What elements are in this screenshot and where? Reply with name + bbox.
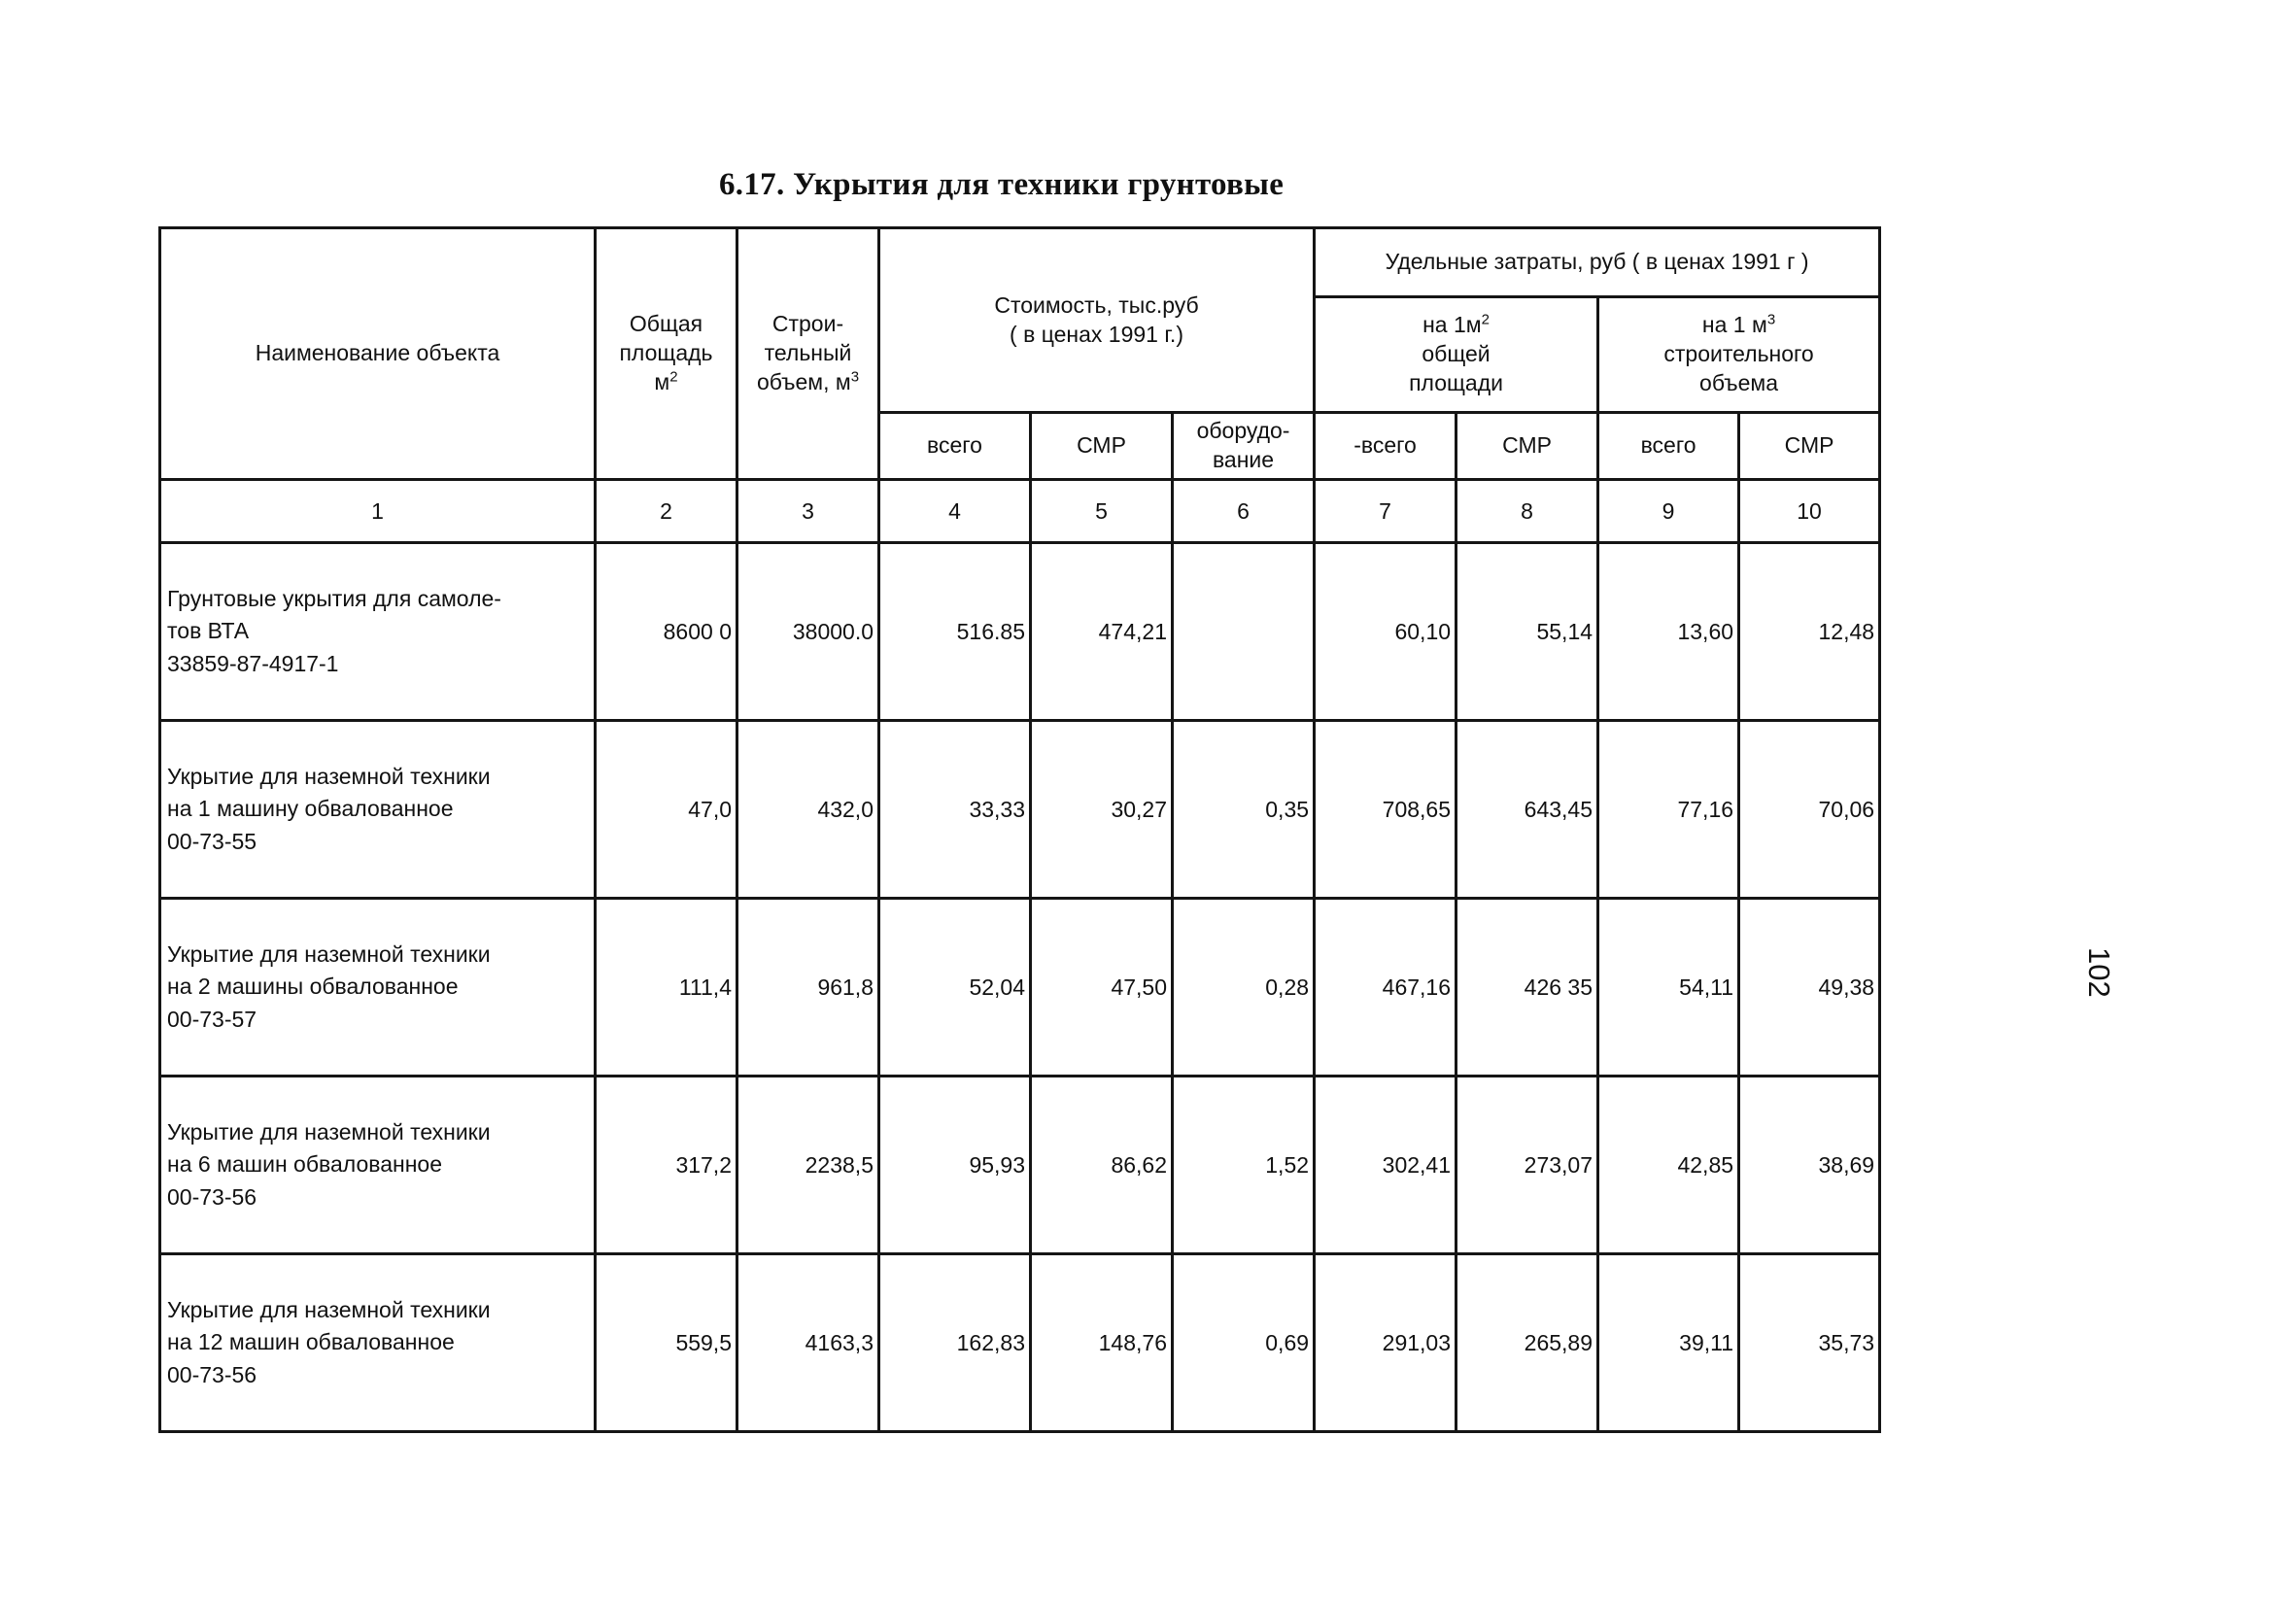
object-name-line: на 6 машин обвалованное (167, 1151, 442, 1178)
cost-equipment-cell: 0,28 (1173, 899, 1315, 1077)
header-cost-smr: СМР (1031, 413, 1173, 480)
object-name-line: 00-73-56 (167, 1183, 257, 1210)
m2-smr-cell: 273,07 (1456, 1077, 1598, 1254)
object-name-cell (160, 899, 596, 1077)
object-name-line: Укрытие для наземной техники (167, 763, 491, 789)
cost-smr-cell: 30,27 (1031, 721, 1173, 899)
page-title: 6.17. Укрытия для техники грунтовые (719, 167, 1285, 202)
m2-total-cell: 302,41 (1315, 1077, 1456, 1254)
header-area-unit: м (654, 368, 670, 394)
header-cost (879, 228, 1315, 413)
m2-smr-cell: 265,89 (1456, 1254, 1598, 1432)
m3-smr-cell: 49,38 (1739, 899, 1880, 1077)
cost-equipment-cell (1173, 543, 1315, 721)
header-area-unit-sup: 2 (669, 368, 678, 386)
header-volume-unit-sup: 3 (850, 368, 860, 386)
object-name-line: Укрытие для наземной техники (167, 1296, 491, 1322)
object-name-line: 00-73-56 (167, 1361, 257, 1387)
object-name-cell (160, 1254, 596, 1432)
building-volume-cell: 4163,3 (737, 1254, 879, 1432)
column-number: 4 (879, 480, 1031, 543)
m2-smr-cell: 643,45 (1456, 721, 1598, 899)
header-m2-smr: СМР (1456, 413, 1598, 480)
building-volume-cell: 38000.0 (737, 543, 879, 721)
object-name-line: на 1 машину обвалованное (167, 796, 454, 822)
column-number: 9 (1598, 480, 1739, 543)
building-volume-cell: 2238,5 (737, 1077, 879, 1254)
header-object-name: Наименование объекта (160, 228, 596, 480)
m3-total-cell: 39,11 (1598, 1254, 1739, 1432)
m3-total-cell: 77,16 (1598, 721, 1739, 899)
table-row (160, 1077, 1880, 1254)
column-number: 10 (1739, 480, 1880, 543)
table-body (160, 480, 1880, 1432)
m3-smr-cell: 38,69 (1739, 1077, 1880, 1254)
total-area-cell: 8600 0 (596, 543, 737, 721)
object-name-line: Грунтовые укрытия для самоле- (167, 585, 501, 611)
header-area-line2: площадь (619, 340, 713, 366)
m2-smr-cell: 55,14 (1456, 543, 1598, 721)
m3-total-cell: 13,60 (1598, 543, 1739, 721)
header-m3-smr: СМР (1739, 413, 1880, 480)
object-name-cell (160, 721, 596, 899)
object-name-cell (160, 543, 596, 721)
header-per-m2-line3: площади (1409, 369, 1503, 395)
object-name-line: Укрытие для наземной техники (167, 1118, 491, 1145)
column-number: 1 (160, 480, 596, 543)
column-number: 7 (1315, 480, 1456, 543)
cost-smr-cell: 47,50 (1031, 899, 1173, 1077)
header-per-m3 (1598, 297, 1880, 413)
header-cost-total: всего (879, 413, 1031, 480)
table-row (160, 721, 1880, 899)
column-number-row (160, 480, 1880, 543)
cost-total-cell: 52,04 (879, 899, 1031, 1077)
header-volume-line3: объем, м (756, 368, 851, 394)
m2-total-cell: 60,10 (1315, 543, 1456, 721)
m3-smr-cell: 12,48 (1739, 543, 1880, 721)
column-number: 8 (1456, 480, 1598, 543)
object-name-line: Укрытие для наземной техники (167, 940, 491, 967)
header-specific-costs: Удельные затраты, руб ( в ценах 1991 г ) (1315, 228, 1880, 297)
cost-total-cell: 95,93 (879, 1077, 1031, 1254)
header-per-m2 (1315, 297, 1598, 413)
header-cost-line2: ( в ценах 1991 г.) (1010, 321, 1183, 347)
table-row (160, 899, 1880, 1077)
column-number: 2 (596, 480, 737, 543)
table-row (160, 1254, 1880, 1432)
cost-equipment-cell: 0,69 (1173, 1254, 1315, 1432)
header-cost-line1: Стоимость, тыс.руб (994, 291, 1199, 318)
building-volume-cell: 432,0 (737, 721, 879, 899)
m2-total-cell: 467,16 (1315, 899, 1456, 1077)
header-volume-line2: тельный (764, 340, 852, 366)
cost-table (158, 226, 1881, 1433)
page-number: 102 (2082, 947, 2116, 998)
header-building-volume (737, 228, 879, 480)
object-name-line: 00-73-57 (167, 1006, 257, 1032)
header-m2-total: -всего (1315, 413, 1456, 480)
column-number: 3 (737, 480, 879, 543)
object-name-line: 00-73-55 (167, 828, 257, 854)
header-per-m3-line1: на 1 м (1701, 312, 1767, 338)
cost-smr-cell: 148,76 (1031, 1254, 1173, 1432)
header-per-m2-line1: на 1м (1422, 312, 1482, 338)
total-area-cell: 559,5 (596, 1254, 737, 1432)
header-per-m3-line3: объема (1699, 369, 1779, 395)
cost-smr-cell: 86,62 (1031, 1077, 1173, 1254)
m3-smr-cell: 70,06 (1739, 721, 1880, 899)
building-volume-cell: 961,8 (737, 899, 879, 1077)
header-volume-line1: Строи- (771, 311, 844, 337)
header-m3-total: всего (1598, 413, 1739, 480)
header-per-m2-line2: общей (1422, 341, 1491, 367)
object-name-line: 33859-87-4917-1 (167, 650, 339, 676)
cost-smr-cell: 474,21 (1031, 543, 1173, 721)
header-area-line1: Общая (629, 311, 703, 337)
m3-total-cell: 54,11 (1598, 899, 1739, 1077)
total-area-cell: 317,2 (596, 1077, 737, 1254)
object-name-line: на 2 машины обвалованное (167, 974, 459, 1000)
m2-total-cell: 708,65 (1315, 721, 1456, 899)
header-per-m2-sup: 2 (1481, 311, 1490, 328)
header-cost-equipment: оборудо-вание (1173, 413, 1315, 480)
total-area-cell: 47,0 (596, 721, 737, 899)
cost-total-cell: 516.85 (879, 543, 1031, 721)
cost-total-cell: 162,83 (879, 1254, 1031, 1432)
object-name-line: на 12 машин обвалованное (167, 1329, 455, 1355)
cost-equipment-cell: 0,35 (1173, 721, 1315, 899)
header-total-area (596, 228, 737, 480)
cost-equipment-cell: 1,52 (1173, 1077, 1315, 1254)
cost-total-cell: 33,33 (879, 721, 1031, 899)
total-area-cell: 111,4 (596, 899, 737, 1077)
column-number: 5 (1031, 480, 1173, 543)
m3-total-cell: 42,85 (1598, 1077, 1739, 1254)
header-per-m3-sup: 3 (1766, 311, 1776, 328)
column-number: 6 (1173, 480, 1315, 543)
table-row (160, 543, 1880, 721)
m2-smr-cell: 426 35 (1456, 899, 1598, 1077)
object-name-line: тов ВТА (167, 618, 250, 644)
header-per-m3-line2: строительного (1663, 341, 1814, 367)
m3-smr-cell: 35,73 (1739, 1254, 1880, 1432)
m2-total-cell: 291,03 (1315, 1254, 1456, 1432)
object-name-cell (160, 1077, 596, 1254)
